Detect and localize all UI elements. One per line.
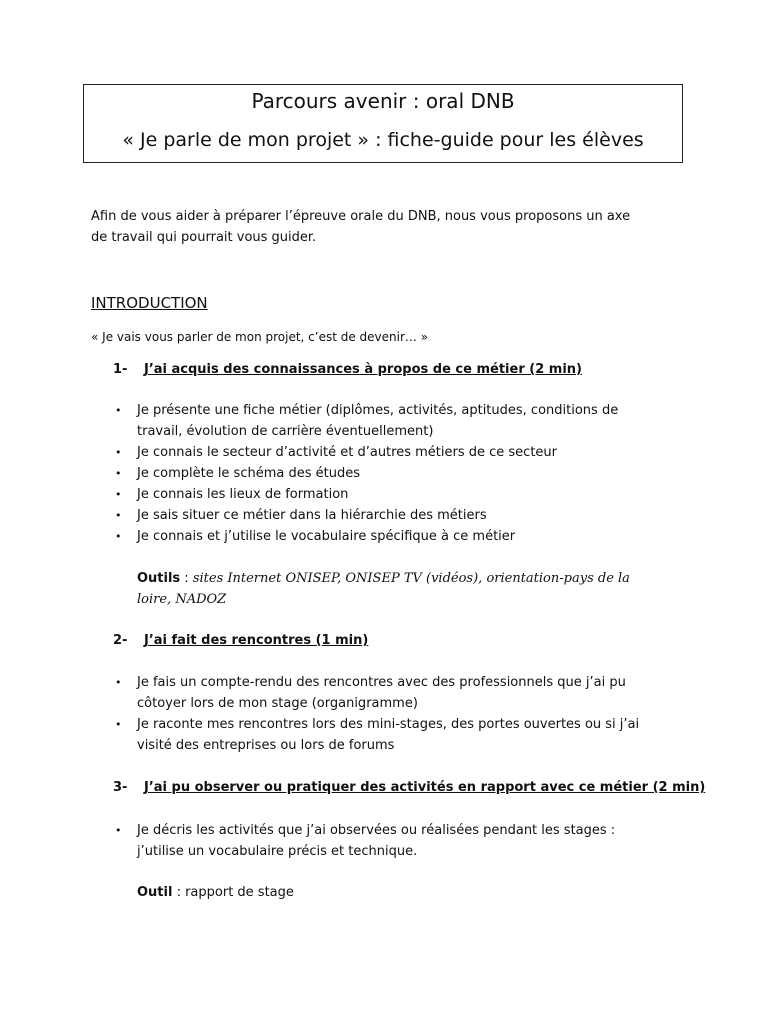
section-number: 2- — [113, 633, 128, 648]
bullet-glyph: • — [115, 467, 122, 480]
intro-paragraph-line-2: de travail qui pourrait vous guider. — [91, 230, 317, 245]
bullet-glyph: • — [115, 509, 122, 522]
tools-line — [137, 884, 294, 902]
bullet-glyph: • — [115, 824, 122, 837]
tools-label: Outils — [137, 571, 181, 586]
list-item-continuation: travail, évolution de carrière éventuellement) — [137, 424, 434, 439]
section-1-heading — [113, 361, 582, 379]
bullet-glyph: • — [115, 446, 122, 459]
list-item: Je connais et j’utilise le vocabulaire spécifique à ce métier — [137, 529, 516, 544]
list-item: Je décris les activités que j’ai observées ou réalisées pendant les stages : — [137, 823, 616, 838]
introduction-quote: « Je vais vous parler de mon projet, c’est de devenir… » — [91, 330, 429, 344]
list-item: Je fais un compte-rendu des rencontres avec des professionnels que j’ai pu — [137, 675, 626, 690]
list-item: Je présente une fiche métier (diplômes, activités, aptitudes, conditions de — [137, 403, 619, 418]
list-item: Je connais le secteur d’activité et d’autres métiers de ce secteur — [137, 445, 557, 460]
tools-separator: : — [180, 571, 193, 586]
tools-text: : rapport de stage — [172, 885, 294, 900]
list-item: Je complète le schéma des études — [137, 466, 360, 481]
list-item-continuation: côtoyer lors de mon stage (organigramme) — [137, 696, 418, 711]
section-3-heading — [113, 779, 705, 797]
intro-paragraph-line-1: Afin de vous aider à préparer l’épreuve orale du DNB, nous vous proposons un axe — [91, 209, 631, 224]
page-title: Parcours avenir : oral DNB — [251, 89, 515, 113]
title-box — [83, 84, 683, 163]
list-item-continuation: j’utilise un vocabulaire précis et technique. — [137, 844, 418, 859]
list-item: Je raconte mes rencontres lors des mini-stages, des portes ouvertes ou si j’ai — [137, 717, 640, 732]
tools-text: sites Internet ONISEP, ONISEP TV (vidéos), orientation-pays de la — [192, 571, 630, 586]
tools-label: Outil — [137, 885, 173, 900]
list-item: Je sais situer ce métier dans la hiérarchie des métiers — [137, 508, 487, 523]
section-title: J’ai acquis des connaissances à propos de ce métier (2 min) — [143, 362, 582, 377]
introduction-heading: INTRODUCTION — [91, 294, 208, 312]
bullet-glyph: • — [115, 404, 122, 417]
section-2-heading — [113, 632, 368, 650]
section-title: J’ai fait des rencontres (1 min) — [143, 633, 369, 648]
section-number: 3- — [113, 780, 128, 795]
bullet-glyph: • — [115, 488, 122, 501]
tools-line — [137, 570, 630, 588]
page-subtitle: « Je parle de mon projet » : fiche-guide pour les élèves — [122, 129, 644, 151]
section-title: J’ai pu observer ou pratiquer des activités en rapport avec ce métier (2 min) — [143, 780, 706, 795]
tools-text-continuation: loire, NADOZ — [137, 592, 227, 607]
list-item-continuation: visité des entreprises ou lors de forums — [137, 738, 395, 753]
bullet-glyph: • — [115, 676, 122, 689]
bullet-glyph: • — [115, 530, 122, 543]
bullet-glyph: • — [115, 718, 122, 731]
section-number: 1- — [113, 362, 128, 377]
list-item: Je connais les lieux de formation — [137, 487, 349, 502]
